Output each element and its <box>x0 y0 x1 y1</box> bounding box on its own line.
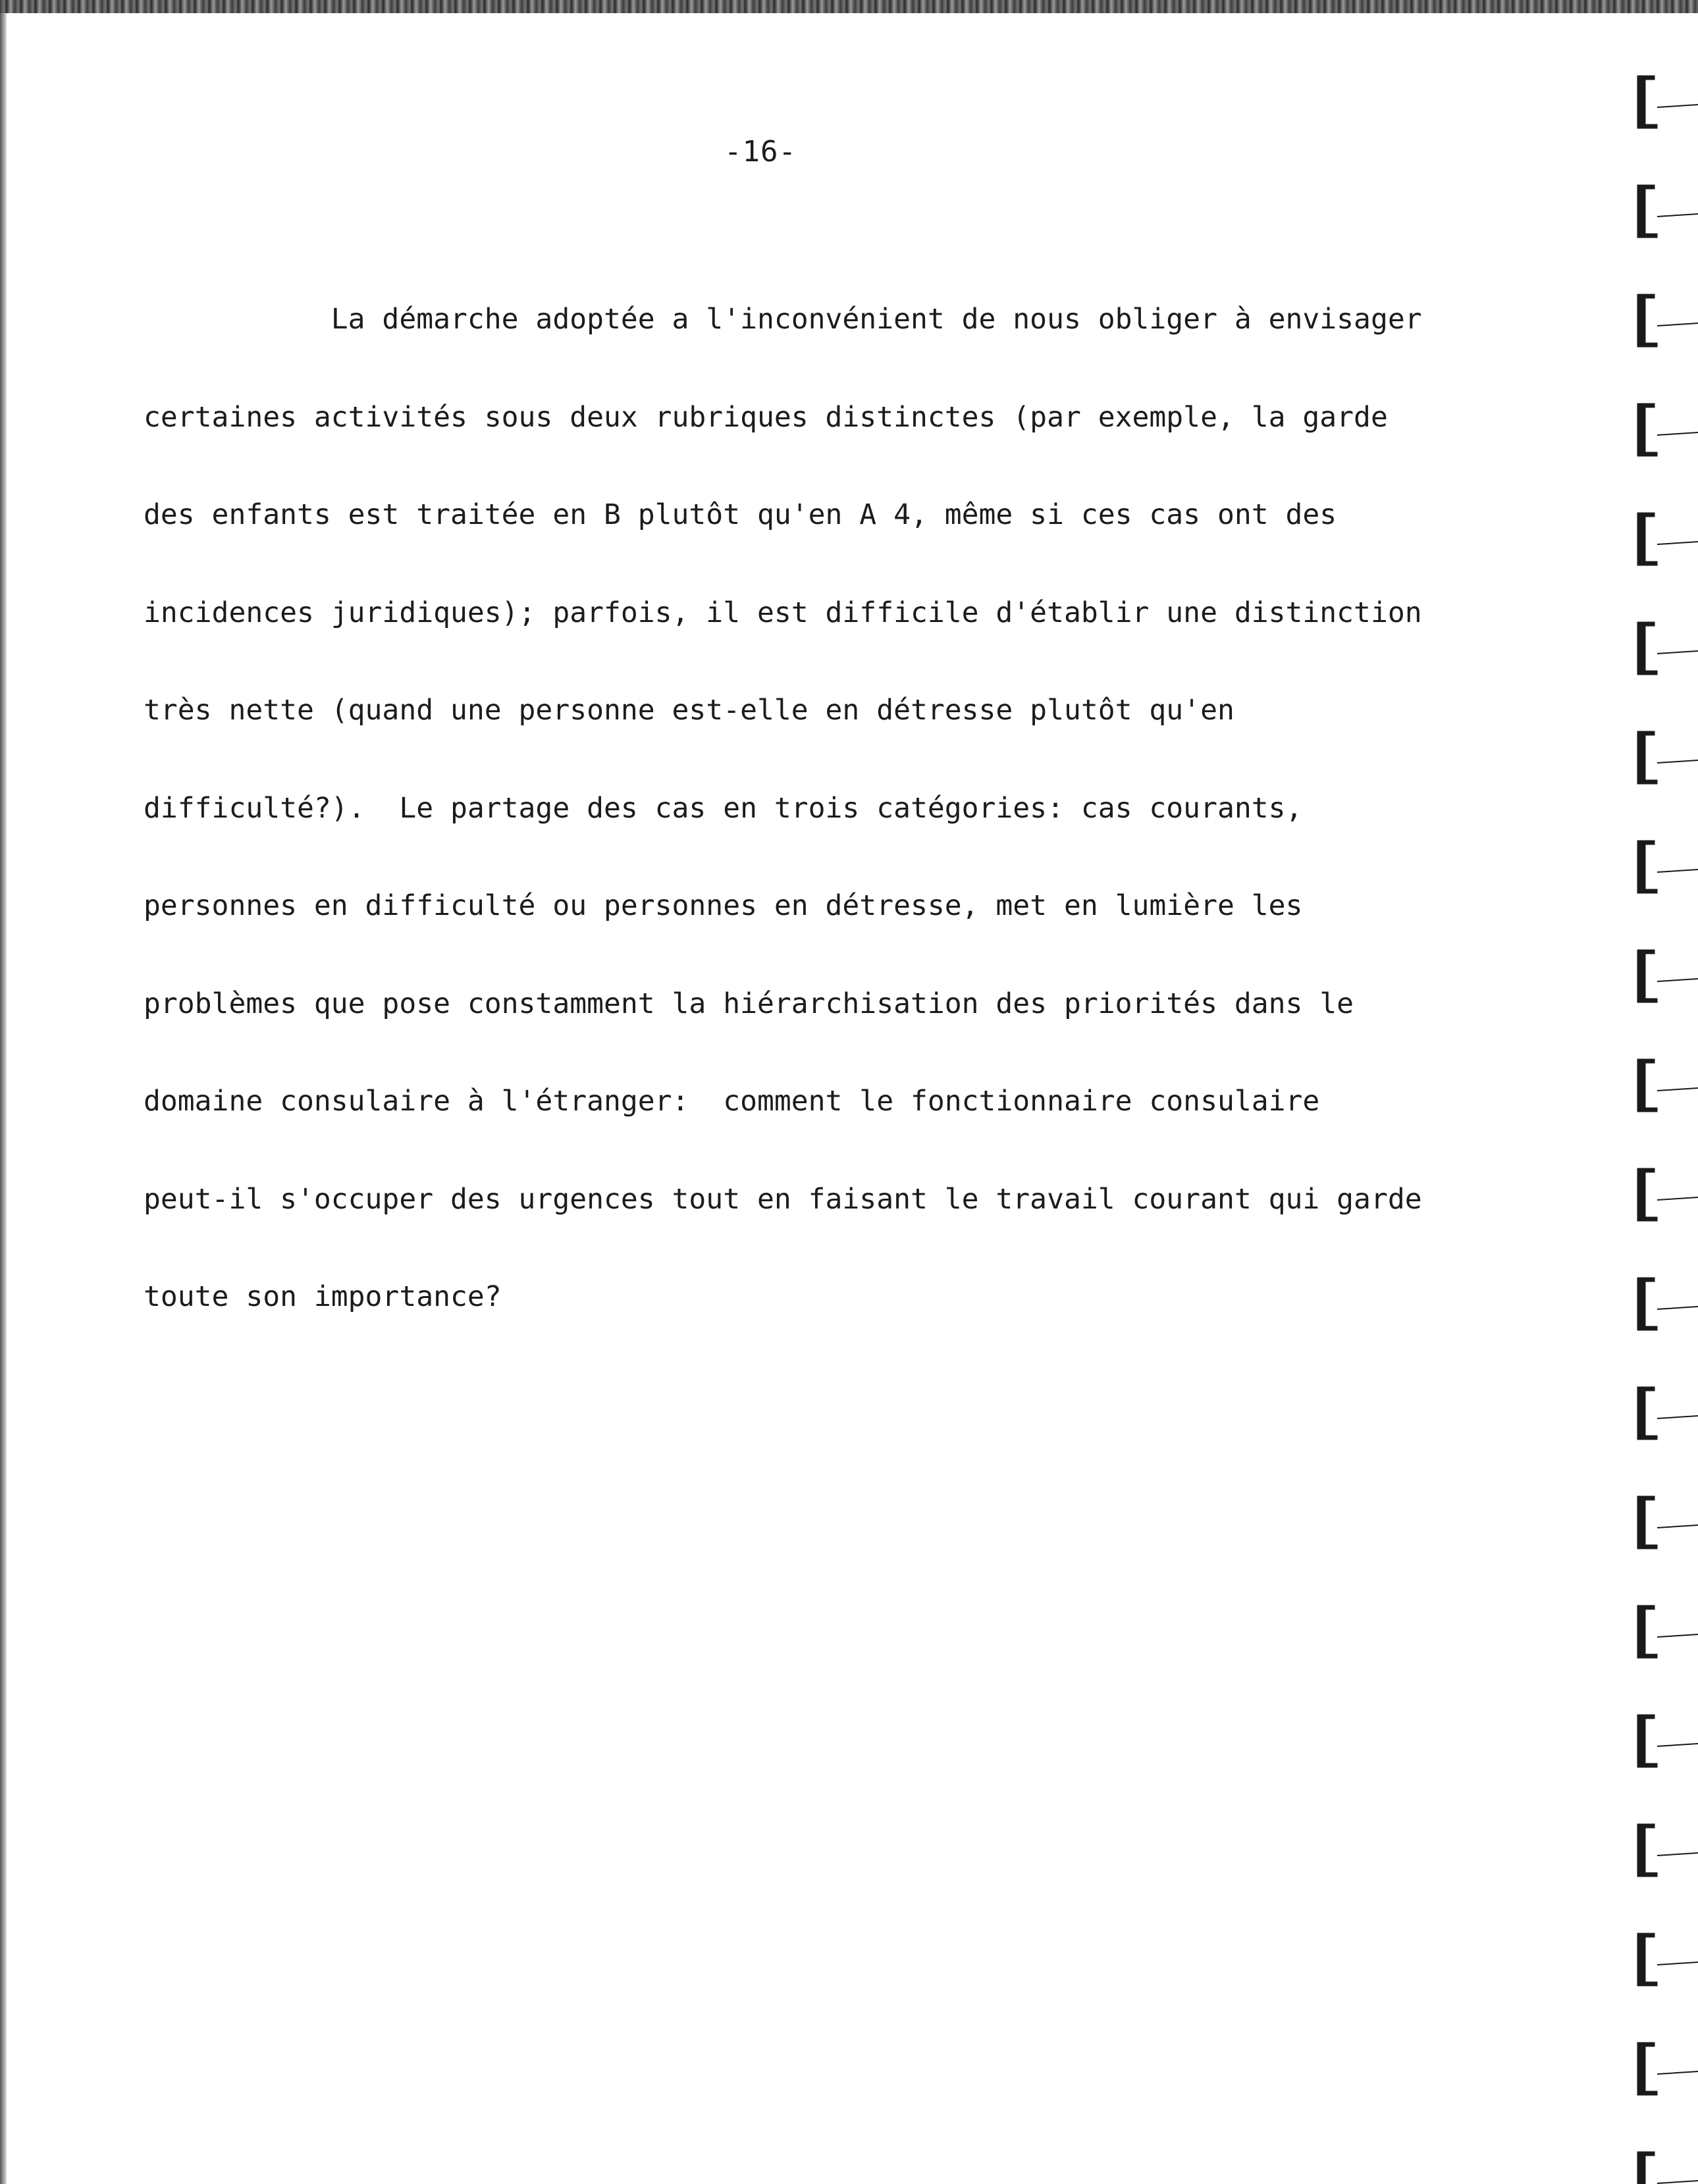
binding-ring-icon <box>1637 1496 1698 1549</box>
paragraph-line: des enfants est traitée en B plutôt qu'en A 4, même si ces cas ont des <box>144 498 1337 531</box>
binding-ring-icon <box>1637 513 1698 565</box>
paragraph-line: certaines activités sous deux rubriques distinctes (par exemple, la garde <box>144 400 1388 434</box>
binding-ring-icon <box>1637 185 1698 238</box>
paragraph-line: La démarche adoptée a l'inconvénient de nous obliger à envisager <box>144 303 1422 336</box>
scan-left-edge <box>0 13 7 2184</box>
body-paragraph <box>144 238 1421 1346</box>
paragraph-line: personnes en difficulté ou personnes en détresse, met en lumière les <box>144 889 1303 922</box>
paragraph-line: difficulté?). Le partage des cas en trois catégories: cas courants, <box>144 791 1303 825</box>
binding-ring-icon <box>1637 1605 1698 1658</box>
binding-ring-icon <box>1637 950 1698 1002</box>
binding-ring-icon <box>1637 1168 1698 1221</box>
paragraph-line: problèmes que pose constamment la hiérarchisation des priorités dans le <box>144 987 1354 1020</box>
binding-ring-icon <box>1637 1824 1698 1877</box>
spiral-binding <box>1626 0 1698 2184</box>
binding-ring-icon <box>1637 1933 1698 1986</box>
binding-ring-icon <box>1637 841 1698 893</box>
binding-ring-icon <box>1637 2152 1698 2184</box>
binding-ring-icon <box>1637 622 1698 675</box>
binding-ring-icon <box>1637 1278 1698 1330</box>
paragraph-line: peut-il s'occuper des urgences tout en faisant le travail courant qui garde <box>144 1182 1422 1216</box>
paragraph-line: domaine consulaire à l'étranger: comment le fonctionnaire consulaire <box>144 1085 1320 1118</box>
binding-ring-icon <box>1637 1059 1698 1112</box>
paragraph-line: toute son importance? <box>144 1280 502 1313</box>
paragraph-line: très nette (quand une personne est-elle en détresse plutôt qu'en <box>144 694 1234 727</box>
scan-top-edge <box>0 0 1698 13</box>
binding-ring-icon <box>1637 403 1698 456</box>
binding-ring-icon <box>1637 76 1698 128</box>
paragraph-line: incidences juridiques); parfois, il est difficile d'établir une distinction <box>144 596 1422 629</box>
binding-ring-icon <box>1637 731 1698 784</box>
binding-ring-icon <box>1637 294 1698 347</box>
page-number: -16- <box>724 135 797 169</box>
binding-ring-icon <box>1637 2042 1698 2095</box>
binding-ring-icon <box>1637 1387 1698 1440</box>
binding-ring-icon <box>1637 1715 1698 1767</box>
